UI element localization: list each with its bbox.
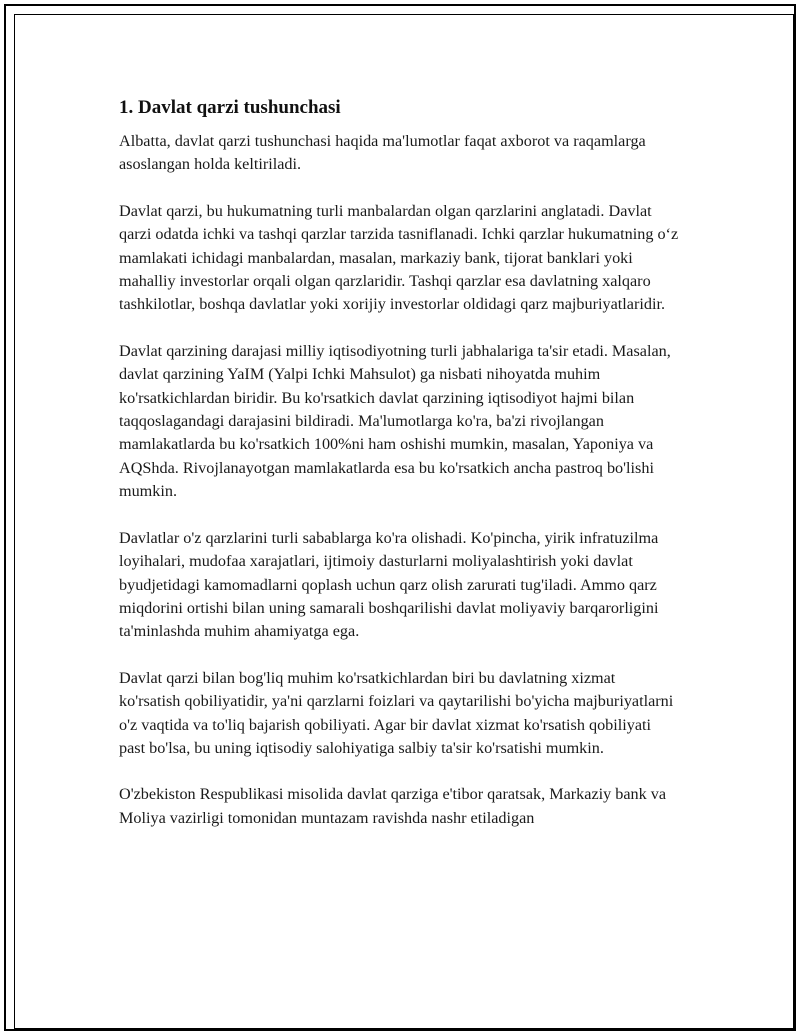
- paragraph-5: Davlat qarzi bilan bog'liq muhim ko'rsatkichlardan biri bu davlatning xizmat ko'rsatish qobiliyatidir, ya'ni qarzlarni foizlari va qaytarilishi bo'yicha majburiyatlarni o'z vaqtida va to'liq bajarish qobiliyati. Agar bir davlat xizmat ko'rsatish qobiliyati past bo'lsa, bu uning iqtisodiy salohiyatiga salbiy ta'sir ko'rsatishi mumkin.: [119, 668, 674, 757]
- paragraph-1: Albatta, davlat qarzi tushunchasi haqida ma'lumotlar faqat axborot va raqamlarga asoslangan holda keltiriladi.: [119, 132, 646, 174]
- document-body: [119, 96, 679, 853]
- paragraph-2: Davlat qarzi, bu hukumatning turli manbalardan olgan qarzlarini anglatadi. Davlat qarzi odatda ichki va tashqi qarzlar tarzida tasniflanadi. Ichki qarzlar hukumatning o‘z mamlakati ichidagi manbalardan, masalan, markaziy bank, tijorat banklari yoki mahalliy investorlar orqali olgan qarzlaridir. Tashqi qarzlar esa davlatning xalqaro tashkilotlar, boshqa davlatlar yoki xorijiy investorlar oldidagi qarz majburiyatlaridir.: [119, 201, 679, 314]
- paragraph-4: Davlatlar o'z qarzlarini turli sabablarga ko'ra olishadi. Ko'pincha, yirik infratuzilma loyihalari, mudofaa xarajatlari, ijtimoiy dasturlarni moliyalashtirish yoki davlat byudjetidagi kamomadlarni qoplash uchun qarz olish zarurati tug'iladi. Ammo qarz miqdorini ortishi bilan uning samarali boshqarilishi davlat moliyaviy barqarorligini ta'minlashda muhim ahamiyatga ega.: [119, 528, 659, 641]
- paragraph-6: O'zbekiston Respublikasi misolida davlat qarziga e'tibor qaratsak, Markaziy bank va Moliya vazirligi tomonidan muntazam ravishda nashr etiladigan: [119, 785, 667, 827]
- section-heading: 1. Davlat qarzi tushunchasi: [119, 97, 341, 118]
- paragraph-3: Davlat qarzining darajasi milliy iqtisodiyotning turli jabhalariga ta'sir etadi. Masalan, davlat qarzining YaIM (Yalpi Ichki Mahsulot) ga nisbati nihoyatda muhim ko'rsatkichlardan biridir. Bu ko'rsatkich davlat qarzining iqtisodiyot hajmi bilan taqqoslagandagi darajasini bildiradi. Ma'lumotlarga ko'ra, ba'zi rivojlangan mamlakatlarda bu ko'rsatkich 100%ni ham oshishi mumkin, masalan, Yaponiya va AQShda. Rivojlanayotgan mamlakatlarda esa bu ko'rsatkich ancha pastroq bo'lishi mumkin.: [119, 341, 671, 501]
